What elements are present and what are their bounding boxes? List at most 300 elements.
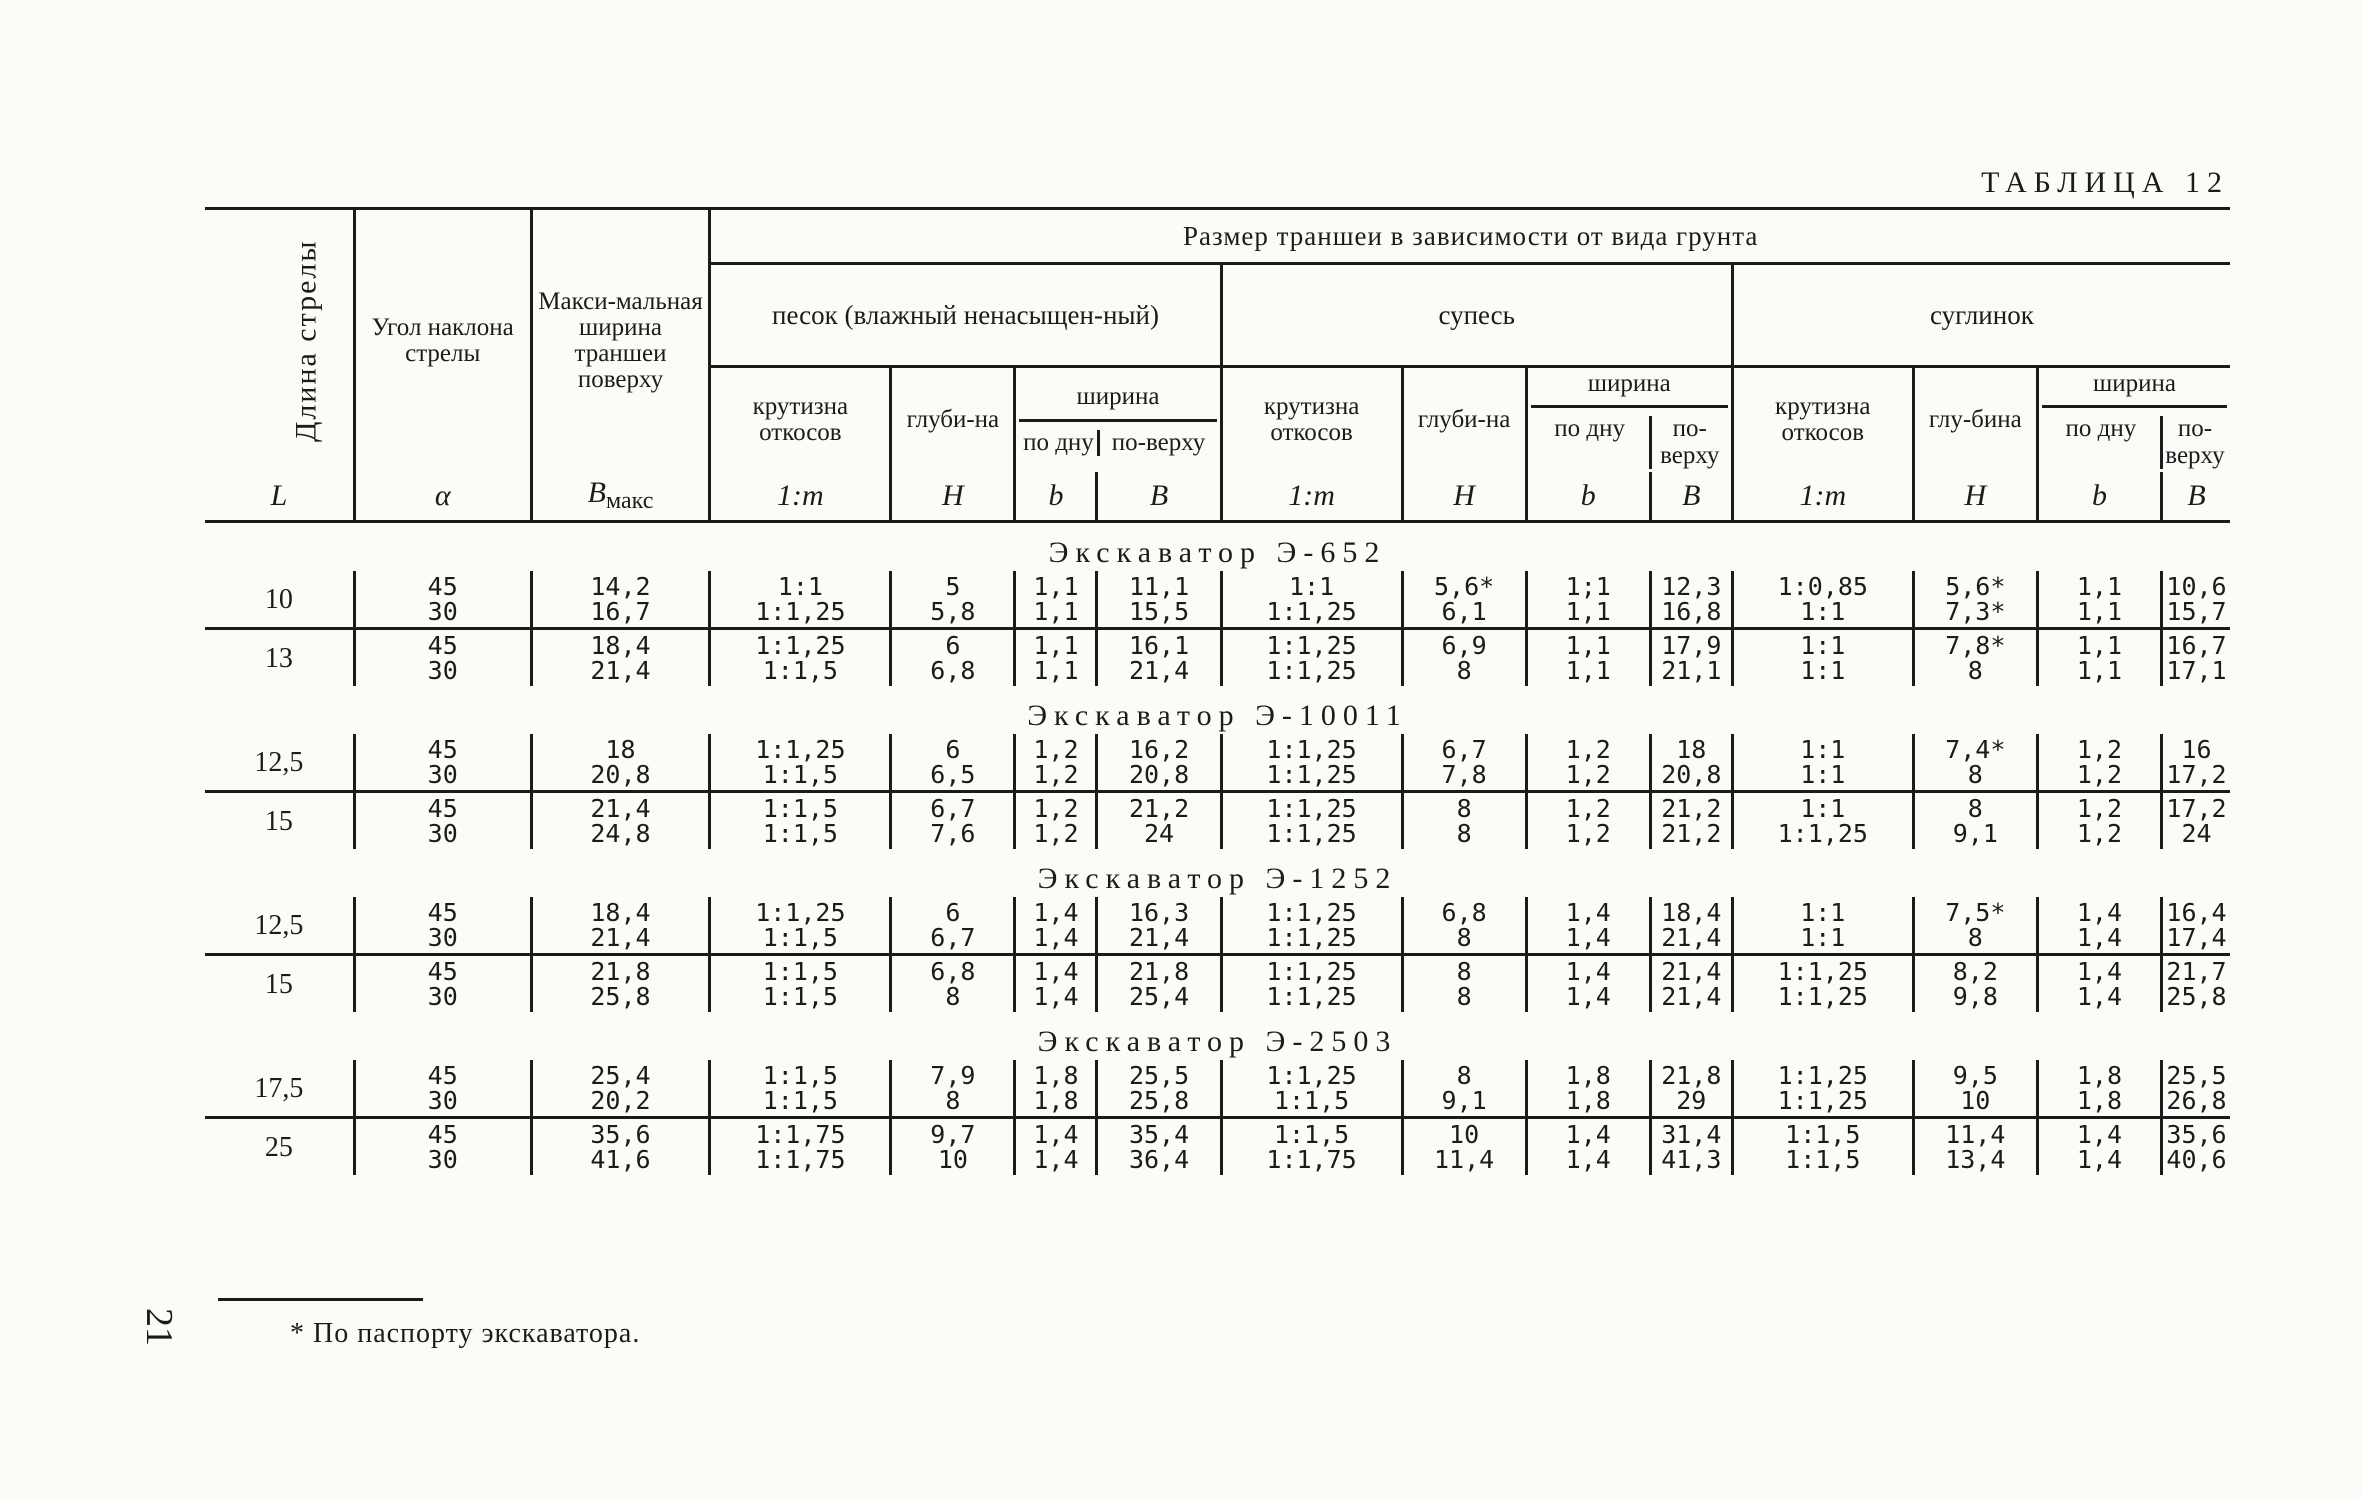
value-angle-30: 5,8 [930, 597, 976, 626]
value-angle-45: 1,4 [1565, 957, 1611, 986]
value-angle-30: 25,8 [2166, 982, 2227, 1011]
value-angle-30: 21,2 [1661, 819, 1722, 848]
value-angle-30: 1:1,25 [1777, 982, 1868, 1011]
table-cell [1526, 897, 1650, 955]
value-angle-30: 26,8 [2166, 1086, 2227, 1115]
value-angle-30: 30 [427, 597, 458, 626]
value-angle-30: 1,4 [1033, 1145, 1079, 1174]
value-angle-30: 1:1,75 [755, 1145, 846, 1174]
table-cell [2037, 792, 2161, 850]
table-cell [891, 1118, 1015, 1176]
value-angle-30: 1,1 [1565, 597, 1611, 626]
value-angle-45: 1,1 [1565, 631, 1611, 660]
table-cell [1221, 1060, 1402, 1118]
value-angle-30: 21,4 [1661, 923, 1722, 952]
table-cell [1015, 792, 1097, 850]
value-angle-30: 15,7 [2166, 597, 2227, 626]
value-angle-45: 16,2 [1128, 735, 1190, 764]
table-cell [1732, 571, 1913, 629]
table-cell [1402, 629, 1526, 687]
value-angle-30: 1:1,5 [1785, 1145, 1861, 1174]
header-top: по-верху [2160, 416, 2227, 469]
header-depth: глу-бина [1913, 367, 2037, 473]
table-cell [1913, 629, 2037, 687]
value-angle-30: 1,4 [1033, 923, 1079, 952]
header-soil-loam: суглинок [1732, 264, 2230, 367]
table-cell [354, 734, 531, 792]
table-cell [354, 1060, 531, 1118]
table-cell [1650, 1060, 1732, 1118]
value-angle-45: 1:1 [1288, 572, 1335, 601]
table-row [205, 897, 2230, 955]
value-angle-45: 1,4 [1033, 1120, 1079, 1149]
value-angle-30: 24 [1143, 819, 1175, 848]
value-angle-30: 9,8 [1952, 982, 1998, 1011]
value-angle-30: 21,4 [1661, 982, 1722, 1011]
value-angle-30: 1,4 [1033, 982, 1079, 1011]
value-angle-30: 1:1,75 [1266, 1145, 1357, 1174]
excavator-model: Экскаватор Э-2503 [1037, 1024, 1398, 1058]
value-angle-45: 1:1,5 [1273, 1120, 1350, 1149]
value-angle-45: 1,1 [2076, 572, 2123, 601]
symbol-bmax: $B_{макс}$ [531, 472, 710, 522]
value-angle-30: 25,4 [1128, 982, 1190, 1011]
value-angle-45: 8 [1456, 794, 1472, 823]
value-angle-45: 6,8 [930, 957, 976, 986]
value-angle-30: 1:1 [1800, 656, 1846, 685]
value-angle-30: 1,4 [2076, 982, 2123, 1011]
boom-length-cell: 25 [264, 1131, 293, 1163]
boom-length-cell: 15 [264, 968, 293, 1000]
header-length: Длина стрелы [205, 209, 354, 473]
header-width-sandy-loam: ширина по дну по-верху [1526, 367, 1732, 473]
value-angle-30: 13,4 [1945, 1145, 2006, 1174]
value-angle-45: 1,8 [2076, 1061, 2123, 1090]
value-angle-45: 21,2 [1128, 794, 1190, 823]
value-angle-30: 41,6 [590, 1145, 651, 1174]
value-angle-30: 1,2 [1565, 760, 1611, 789]
footnote: * По паспорту экскаватора. [290, 1318, 641, 1349]
value-angle-45: 5 [945, 572, 961, 601]
value-angle-45: 45 [427, 898, 458, 927]
value-angle-45: 1:1 [1800, 735, 1846, 764]
table-cell [1732, 955, 1913, 1013]
symbol-top-width: B [1097, 472, 1221, 522]
table-cell [891, 734, 1015, 792]
table-cell [1913, 1118, 2037, 1176]
value-angle-45: 35,6 [590, 1120, 651, 1149]
footnote-divider [218, 1298, 423, 1301]
value-angle-45: 1,2 [1565, 735, 1611, 764]
table-cell [354, 955, 531, 1013]
table-cell [1015, 1060, 1097, 1118]
value-angle-45: 21,4 [1661, 957, 1722, 986]
table-cell [1526, 955, 1650, 1013]
value-angle-30: 15,5 [1128, 597, 1190, 626]
table-cell [2162, 629, 2231, 687]
value-angle-45: 8,2 [1952, 957, 1998, 986]
value-angle-30: 6,5 [930, 760, 976, 789]
boom-length-cell: 10 [205, 571, 354, 629]
value-angle-30: 20,8 [590, 760, 651, 789]
table-cell [1526, 1118, 1650, 1176]
table-cell [2162, 1118, 2231, 1176]
table-cell [1732, 629, 1913, 687]
value-angle-45: 1:1,5 [762, 1061, 838, 1090]
table-cell [710, 629, 891, 687]
value-angle-30: 17,1 [2166, 656, 2227, 685]
value-angle-45: 1:1 [1800, 794, 1846, 823]
value-angle-30: 1:1 [1800, 923, 1846, 952]
value-angle-45: 45 [427, 957, 458, 986]
value-angle-30: 24,8 [590, 819, 651, 848]
value-angle-30: 1:1,5 [762, 982, 838, 1011]
value-angle-30: 1:1 [1800, 760, 1846, 789]
table-header [205, 209, 2230, 522]
value-angle-45: 1;1 [1565, 572, 1611, 601]
table-cell [1526, 734, 1650, 792]
value-angle-45: 9,7 [930, 1120, 976, 1149]
value-angle-45: 21,7 [2166, 957, 2227, 986]
value-angle-30: 30 [427, 760, 458, 789]
value-angle-30: 1:1,5 [762, 923, 838, 952]
header-bottom: по дну [2065, 415, 2137, 443]
value-angle-45: 1,2 [1565, 794, 1611, 823]
value-angle-45: 5,6* [1945, 572, 2006, 601]
value-angle-45: 1,8 [1033, 1061, 1079, 1090]
value-angle-30: 1:1,25 [1777, 819, 1868, 848]
value-angle-45: 1,4 [2076, 1120, 2123, 1149]
value-angle-30: 30 [427, 656, 458, 685]
header-max-width: Макси-мальная ширина траншеи поверху [531, 209, 710, 473]
value-angle-45: 25,5 [1128, 1061, 1190, 1090]
value-angle-45: 1,4 [2076, 957, 2123, 986]
value-angle-30: 30 [427, 923, 458, 952]
value-angle-45: 16 [2181, 735, 2212, 764]
value-angle-45: 1:1,25 [755, 735, 846, 764]
value-angle-45: 6,7 [1441, 735, 1487, 764]
value-angle-45: 1,8 [1565, 1061, 1611, 1090]
table-cell [1015, 571, 1097, 629]
value-angle-30: 29 [1676, 1086, 1707, 1115]
value-angle-30: 20,2 [590, 1086, 651, 1115]
value-angle-45: 6,7 [930, 794, 976, 823]
symbol-bottom-width: b [1526, 472, 1650, 522]
value-angle-30: 1:1,25 [1777, 1086, 1868, 1115]
table-cell [354, 792, 531, 850]
value-angle-30: 1,8 [2076, 1086, 2123, 1115]
table-cell [1526, 1060, 1650, 1118]
value-angle-45: 6 [945, 631, 961, 660]
table-cell [710, 792, 891, 850]
excavator-trench-table [205, 207, 2230, 1175]
symbol-row [205, 472, 2230, 522]
header-steepness: крутизна откосов [1732, 367, 1913, 473]
excavator-section-title [205, 522, 2230, 572]
table-row [205, 571, 2230, 629]
value-angle-30: 8 [1456, 819, 1472, 848]
value-angle-30: 1,1 [2076, 656, 2123, 685]
table-cell [1097, 571, 1221, 629]
table-cell [1650, 897, 1732, 955]
value-angle-45: 8 [1456, 1061, 1472, 1090]
table-cell [1402, 734, 1526, 792]
boom-length-cell: 12,5 [205, 734, 354, 792]
boom-length-cell: 17,5 [205, 1060, 354, 1118]
header-top: по-верху [1097, 430, 1216, 456]
value-angle-45: 45 [427, 1061, 458, 1090]
value-angle-30: 8 [1456, 656, 1472, 685]
value-angle-30: 1,8 [1033, 1086, 1079, 1115]
table-cell [1221, 897, 1402, 955]
table-row [205, 1118, 2230, 1176]
table-cell [1015, 955, 1097, 1013]
symbol-L: L [205, 472, 354, 522]
value-angle-45: 8 [1967, 794, 1983, 823]
table-cell [1097, 734, 1221, 792]
excavator-section-title [205, 686, 2230, 734]
table-body [205, 522, 2230, 1176]
table-cell [1221, 955, 1402, 1013]
symbol-steepness: 1:m [1732, 472, 1913, 522]
value-angle-45: 1:1,25 [1266, 898, 1357, 927]
value-angle-30: 7,8 [1441, 760, 1487, 789]
table-cell [1221, 629, 1402, 687]
table-cell [1526, 629, 1650, 687]
value-angle-45: 45 [427, 572, 458, 601]
table-cell [1732, 792, 1913, 850]
symbol-bottom-width: b [2037, 472, 2161, 522]
table-cell [1913, 955, 2037, 1013]
table-cell [1650, 734, 1732, 792]
table-cell [710, 734, 891, 792]
value-angle-30: 1:1,5 [1273, 1086, 1350, 1115]
header-soil-sand: песок (влажный ненасыщен-ный) [710, 264, 1221, 367]
value-angle-45: 1,2 [2076, 735, 2123, 764]
table-cell [1221, 792, 1402, 850]
table-cell [2037, 897, 2161, 955]
value-angle-30: 1,4 [2076, 923, 2123, 952]
table-cell [1015, 897, 1097, 955]
value-angle-45: 9,5 [1952, 1061, 1998, 1090]
value-angle-45: 1:1,25 [1266, 1061, 1357, 1090]
value-angle-45: 1:1,25 [755, 631, 846, 660]
table-row [205, 734, 2230, 792]
value-angle-30: 6,7 [930, 923, 976, 952]
value-angle-30: 40,6 [2166, 1145, 2227, 1174]
header-steepness: крутизна откосов [1221, 367, 1402, 473]
table-cell [531, 629, 710, 687]
value-angle-45: 18,4 [590, 631, 651, 660]
value-angle-45: 10,6 [2166, 572, 2227, 601]
value-angle-30: 10 [1960, 1086, 1991, 1115]
value-angle-45: 21,8 [590, 957, 651, 986]
value-angle-45: 1:1,5 [1785, 1120, 1861, 1149]
table-cell [1402, 1118, 1526, 1176]
table-cell [531, 1060, 710, 1118]
value-angle-30: 8 [1967, 760, 1983, 789]
value-angle-45: 8 [1456, 957, 1472, 986]
value-angle-45: 1:1 [777, 572, 823, 601]
value-angle-30: 1,4 [2076, 1145, 2123, 1174]
table-cell [1650, 571, 1732, 629]
table-cell [1097, 629, 1221, 687]
symbol-top-width: B [1650, 472, 1732, 522]
value-angle-30: 1,4 [1565, 1145, 1611, 1174]
value-angle-45: 1:1,25 [1777, 1061, 1868, 1090]
table-row [205, 629, 2230, 687]
value-angle-30: 30 [427, 819, 458, 848]
value-angle-30: 1,2 [2076, 819, 2123, 848]
value-angle-30: 1,2 [1033, 819, 1079, 848]
symbol-alpha: α [354, 472, 531, 522]
table-title: ТАБЛИЦА 12 [1981, 166, 2229, 199]
table-cell [354, 897, 531, 955]
value-angle-45: 25,5 [2166, 1061, 2227, 1090]
value-angle-45: 1:1,25 [1266, 794, 1357, 823]
value-angle-45: 1:1 [1800, 898, 1846, 927]
value-angle-45: 17,9 [1661, 631, 1722, 660]
value-angle-45: 1,4 [2076, 898, 2123, 927]
value-angle-30: 1:1,25 [1266, 597, 1357, 626]
table-cell [2037, 629, 2161, 687]
value-angle-45: 1:1 [1800, 631, 1846, 660]
value-angle-45: 1:1,5 [762, 957, 838, 986]
boom-length-cell: 13 [264, 642, 293, 674]
value-angle-30: 1,2 [1033, 760, 1079, 789]
value-angle-45: 45 [427, 794, 458, 823]
value-angle-30: 8 [1456, 982, 1472, 1011]
table-cell [1097, 1118, 1221, 1176]
value-angle-30: 8 [1967, 923, 1983, 952]
value-angle-30: 30 [427, 1145, 458, 1174]
symbol-top-width: B [2162, 472, 2231, 522]
table-cell [2037, 734, 2161, 792]
value-angle-30: 10 [937, 1145, 968, 1174]
header-width-sand: ширина по дну по-верху [1015, 367, 1221, 473]
value-angle-30: 1,4 [1565, 923, 1611, 952]
value-angle-45: 21,8 [1128, 957, 1190, 986]
table-cell [531, 571, 710, 629]
value-angle-30: 7,6 [930, 819, 976, 848]
value-angle-45: 1,1 [2076, 631, 2123, 660]
table-cell [2037, 955, 2161, 1013]
value-angle-45: 31,4 [1661, 1120, 1722, 1149]
value-angle-30: 1,1 [1565, 656, 1611, 685]
table-cell [710, 1118, 891, 1176]
value-angle-30: 17,2 [2166, 760, 2227, 789]
table-cell [2037, 1060, 2161, 1118]
excavator-section-title [205, 1012, 2230, 1060]
value-angle-30: 24 [2181, 819, 2212, 848]
table-cell [2162, 792, 2231, 850]
table-cell [531, 734, 710, 792]
value-angle-30: 41,3 [1661, 1145, 1722, 1174]
table-cell [1913, 792, 2037, 850]
value-angle-30: 21,1 [1661, 656, 1722, 685]
table-cell [1650, 955, 1732, 1013]
value-angle-30: 7,3* [1945, 597, 2006, 626]
value-angle-45: 35,4 [1128, 1120, 1190, 1149]
header-top: по-верху [1649, 416, 1728, 469]
value-angle-30: 21,4 [1128, 923, 1190, 952]
table-cell [1732, 1118, 1913, 1176]
table-cell [354, 1118, 531, 1176]
header-depth: глуби-на [1402, 367, 1526, 473]
boom-length-cell: 15 [264, 805, 293, 837]
symbol-depth: H [891, 472, 1015, 522]
header-steepness: крутизна откосов [710, 367, 891, 473]
value-angle-30: 21,4 [1128, 656, 1190, 685]
value-angle-45: 18 [1676, 735, 1707, 764]
value-angle-30: 1:1,5 [762, 760, 838, 789]
value-angle-45: 18 [605, 735, 636, 764]
value-angle-45: 1:1,25 [755, 898, 846, 927]
table-cell [1015, 629, 1097, 687]
table-cell [1015, 1118, 1097, 1176]
value-angle-30: 1:1,25 [1266, 819, 1357, 848]
value-angle-45: 21,8 [1661, 1061, 1722, 1090]
table-cell [891, 792, 1015, 850]
value-angle-30: 20,8 [1128, 760, 1190, 789]
table-cell [1650, 1118, 1732, 1176]
value-angle-45: 1,4 [1033, 898, 1079, 927]
value-angle-45: 16,4 [2166, 898, 2227, 927]
value-angle-30: 1:1,25 [1266, 760, 1357, 789]
value-angle-30: 1,2 [2076, 760, 2123, 789]
value-angle-30: 1:1,25 [1266, 656, 1357, 685]
value-angle-45: 21,2 [1661, 794, 1722, 823]
value-angle-30: 1,1 [2076, 597, 2123, 626]
table-cell [531, 897, 710, 955]
value-angle-30: 21,4 [590, 923, 651, 952]
value-angle-45: 16,7 [2166, 631, 2227, 660]
value-angle-30: 16,7 [590, 597, 651, 626]
value-angle-30: 20,8 [1661, 760, 1722, 789]
table-cell [1913, 897, 2037, 955]
value-angle-30: 1:1 [1800, 597, 1846, 626]
header-bottom: по дну [1023, 428, 1094, 456]
value-angle-45: 7,9 [930, 1061, 976, 1090]
value-angle-45: 6,9 [1441, 631, 1487, 660]
value-angle-45: 1:1,75 [755, 1120, 846, 1149]
value-angle-45: 11,4 [1945, 1120, 2006, 1149]
table-cell [1402, 897, 1526, 955]
value-angle-30: 25,8 [590, 982, 651, 1011]
table-cell [1732, 897, 1913, 955]
symbol-steepness: 1:m [710, 472, 891, 522]
value-angle-30: 16,8 [1661, 597, 1722, 626]
value-angle-45: 1,2 [1033, 794, 1079, 823]
table-cell [2037, 1118, 2161, 1176]
table-cell [891, 897, 1015, 955]
value-angle-30: 1:1,25 [755, 597, 846, 626]
value-angle-30: 1,1 [1033, 656, 1079, 685]
table-cell [1402, 792, 1526, 850]
value-angle-45: 12,3 [1661, 572, 1722, 601]
table-cell [1732, 734, 1913, 792]
table-cell [710, 571, 891, 629]
value-angle-45: 1:0,85 [1777, 572, 1868, 601]
value-angle-45: 7,5* [1945, 898, 2006, 927]
value-angle-45: 1,4 [1565, 898, 1611, 927]
table-cell [1913, 571, 2037, 629]
symbol-steepness: 1:m [1221, 472, 1402, 522]
boom-length-cell: 12,5 [205, 897, 354, 955]
excavator-model: Экскаватор Э-1252 [1037, 861, 1398, 895]
value-angle-30: 25,8 [1128, 1086, 1190, 1115]
value-angle-45: 1:1,25 [1266, 631, 1357, 660]
